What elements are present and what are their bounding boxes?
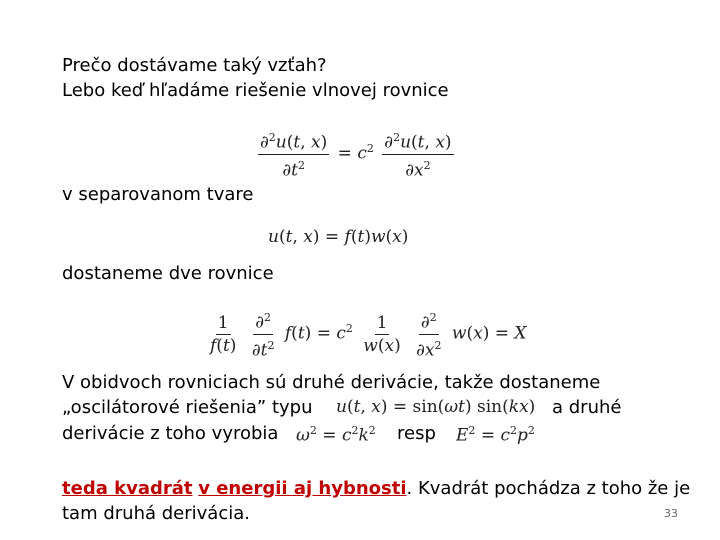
highlight-energia-hybnost: v energii aj hybnosti: [198, 478, 407, 499]
text-line-4: dostaneme dve rovnice: [62, 263, 274, 284]
text-line-3: v separovanom tvare: [62, 184, 254, 205]
text-line-9: tam druhá derivácia.: [62, 503, 250, 524]
text-line-5: V obidvoch rovniciach sú druhé derivácie, takže dostaneme: [62, 372, 601, 393]
highlight-kvadrat: teda kvadrát: [62, 478, 193, 499]
page-number: 33: [664, 507, 678, 520]
equation-wave: $\frac{\partial^2u(t, x)}{\partial t^2}$ = $c^2$ $\frac{\partial^2u(t, x)}{\partial x^2}$: [255, 128, 457, 180]
text-line-6a: „oscilátorové riešenia” typu: [62, 397, 313, 418]
equation-separated: $\frac{1}{f(t)}$ $\frac{\partial^2}{\partial t^2}$ $f(t) = c^2$ $\frac{1}{w(x)}$ $\frac{\partial^2}{\partial x^2}$ w(x) = X: [205, 308, 527, 360]
text-line-7a: derivácie z toho vyrobia: [62, 423, 279, 444]
equation-energy: $E^2 = c^2p^2$: [456, 424, 535, 446]
equation-separation: u(t, x) = f(t)w(x): [268, 227, 409, 247]
text-line-2: Lebo keď hľadáme riešenie vlnovej rovnice: [62, 80, 449, 101]
text-line-6b: a druhé: [552, 397, 622, 418]
text-line-7b: resp: [397, 423, 436, 444]
text-line-8: [62, 478, 690, 500]
equation-dispersion: $\omega^2 = c^2k^2$: [296, 424, 376, 446]
text-line-1: Prečo dostávame taký vzťah?: [62, 55, 327, 76]
text-line-8-rest: . Kvadrát pochádza z toho že je: [406, 478, 691, 499]
equation-oscillator: u(t, x) = sin(ωt) sin(kx): [336, 397, 536, 417]
